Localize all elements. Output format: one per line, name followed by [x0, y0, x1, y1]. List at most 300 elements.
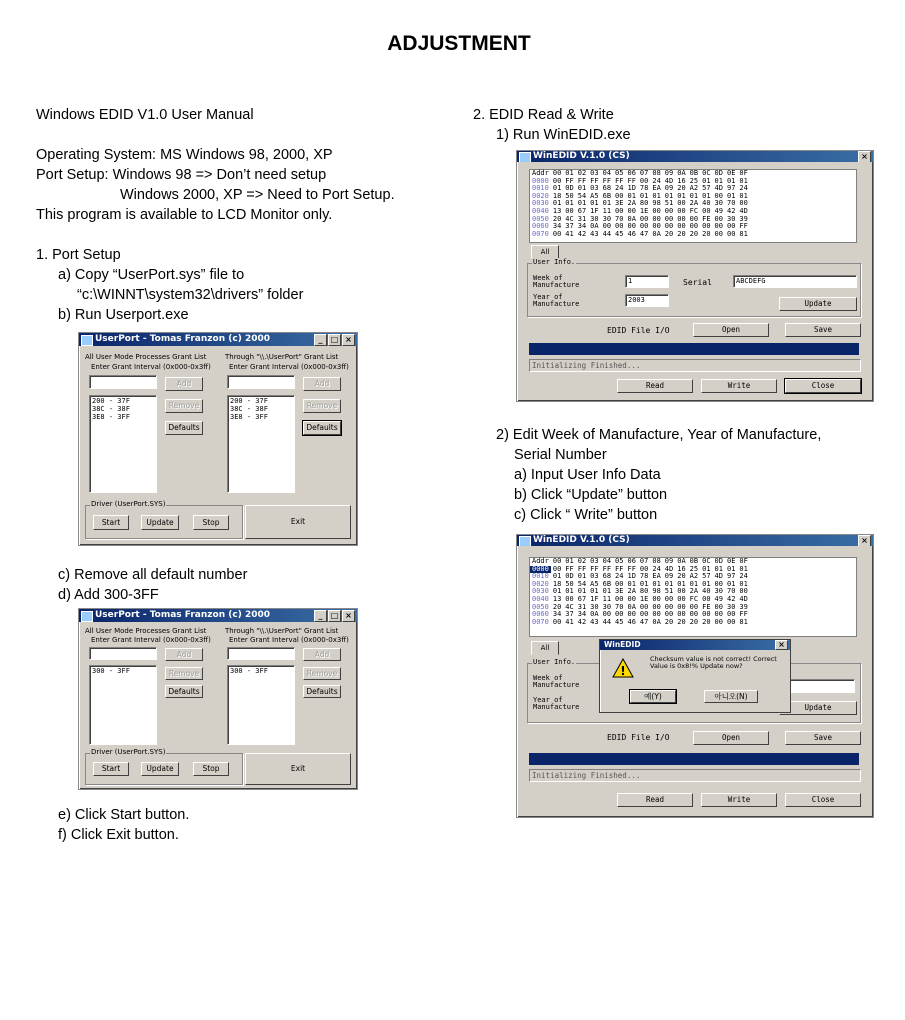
- hex-byte-cell[interactable]: 67: [577, 594, 587, 603]
- hex-byte-cell[interactable]: 1D: [627, 184, 636, 193]
- hex-byte-cell[interactable]: 11: [602, 206, 612, 215]
- hex-byte-cell[interactable]: 00: [565, 206, 574, 215]
- hex-byte-cell[interactable]: EA: [652, 184, 661, 193]
- hex-byte-cell[interactable]: FC: [689, 594, 699, 603]
- hex-byte-cell[interactable]: 00: [726, 229, 736, 238]
- hex-byte-cell[interactable]: 37: [565, 610, 574, 619]
- yes-button[interactable]: 예(Y): [630, 690, 676, 703]
- hex-byte-cell[interactable]: 00: [552, 229, 562, 238]
- hex-byte-cell[interactable]: 24: [652, 176, 661, 185]
- hex-byte-cell[interactable]: FF: [602, 176, 612, 185]
- hex-byte-cell[interactable]: 01: [627, 579, 636, 588]
- hex-byte-cell[interactable]: 01: [702, 564, 711, 573]
- hex-byte-cell[interactable]: A5: [590, 579, 599, 588]
- hex-byte-cell[interactable]: 01: [664, 579, 674, 588]
- hex-byte-cell[interactable]: A2: [689, 572, 699, 581]
- hex-byte-cell[interactable]: 01: [739, 176, 748, 185]
- hex-byte-cell[interactable]: 01: [652, 579, 661, 588]
- list-item[interactable]: 200 - 37F: [230, 397, 268, 405]
- hex-byte-cell[interactable]: 44: [602, 229, 612, 238]
- hex-byte-cell[interactable]: 0A: [627, 214, 636, 223]
- hex-byte-cell[interactable]: 80: [639, 587, 649, 596]
- hex-byte-cell[interactable]: 42: [726, 206, 736, 215]
- tab-all[interactable]: All: [531, 245, 559, 259]
- hex-byte-cell[interactable]: 42: [577, 229, 587, 238]
- hex-byte-cell[interactable]: 4C: [565, 214, 574, 223]
- hex-byte-cell[interactable]: 51: [664, 199, 674, 208]
- hex-byte-cell[interactable]: 00: [615, 579, 624, 588]
- hex-byte-cell[interactable]: 24: [739, 572, 748, 581]
- hex-byte-cell[interactable]: 00: [552, 176, 562, 185]
- hex-byte-cell[interactable]: 00: [677, 199, 686, 208]
- hex-byte-cell[interactable]: 16: [677, 176, 686, 185]
- hex-byte-cell[interactable]: 00: [639, 176, 649, 185]
- close-button[interactable]: Close: [785, 793, 861, 807]
- hex-byte-cell[interactable]: 6B: [602, 579, 612, 588]
- hex-byte-cell[interactable]: 45: [615, 229, 624, 238]
- open-button[interactable]: Open: [693, 731, 769, 745]
- start-button[interactable]: Start: [93, 762, 129, 776]
- write-button[interactable]: Write: [701, 793, 777, 807]
- year-input[interactable]: 2003: [625, 294, 669, 307]
- hex-byte-cell[interactable]: 24: [615, 184, 624, 193]
- hex-byte-cell[interactable]: 03: [590, 572, 599, 581]
- update-button[interactable]: Update: [779, 701, 857, 715]
- list-item[interactable]: 300 - 3FF: [230, 667, 268, 675]
- hex-byte-cell[interactable]: 0A: [652, 617, 661, 626]
- stop-button[interactable]: Stop: [193, 515, 229, 530]
- hex-byte-cell[interactable]: A2: [689, 184, 699, 193]
- hex-byte-cell[interactable]: 18: [552, 579, 562, 588]
- hex-byte-cell[interactable]: 00: [677, 610, 686, 619]
- hex-byte-cell[interactable]: 4D: [714, 572, 723, 581]
- hex-byte-cell[interactable]: 4D: [664, 176, 674, 185]
- hex-byte-cell[interactable]: 00: [602, 222, 612, 231]
- hex-byte-cell[interactable]: 81: [739, 229, 748, 238]
- hex-byte-cell[interactable]: 70: [726, 587, 736, 596]
- hex-byte-cell[interactable]: 00: [627, 206, 636, 215]
- hex-byte-cell[interactable]: 01: [714, 176, 723, 185]
- hex-byte-cell[interactable]: 1E: [639, 206, 649, 215]
- hex-byte-cell[interactable]: 01: [565, 199, 574, 208]
- hex-byte-cell[interactable]: 01: [552, 199, 562, 208]
- hex-byte-cell[interactable]: 49: [714, 206, 723, 215]
- hex-byte-cell[interactable]: 00: [615, 191, 624, 200]
- hex-byte-cell[interactable]: 00: [714, 222, 723, 231]
- hex-byte-cell[interactable]: 00: [714, 610, 723, 619]
- hex-byte-cell[interactable]: 00: [739, 587, 748, 596]
- hex-byte-cell[interactable]: 00: [615, 594, 624, 603]
- hex-byte-cell[interactable]: 0A: [652, 229, 661, 238]
- hex-byte-cell[interactable]: 4D: [664, 564, 674, 573]
- hex-byte-cell[interactable]: 13: [552, 594, 562, 603]
- hex-byte-cell[interactable]: 16: [677, 564, 686, 573]
- hex-byte-cell[interactable]: 00: [677, 594, 686, 603]
- hex-byte-cell[interactable]: FF: [615, 176, 624, 185]
- hex-byte-cell[interactable]: 00: [689, 214, 699, 223]
- list-item[interactable]: 300 - 3FF: [92, 667, 130, 675]
- hex-byte-cell[interactable]: 57: [702, 572, 711, 581]
- hex-byte-cell[interactable]: 50: [565, 191, 574, 200]
- hex-byte-cell[interactable]: 42: [726, 594, 736, 603]
- hex-byte-cell[interactable]: 00: [702, 610, 711, 619]
- defaults-button-right[interactable]: Defaults: [303, 421, 341, 435]
- hex-byte-cell[interactable]: 00: [714, 191, 723, 200]
- hex-byte-cell[interactable]: 01: [664, 191, 674, 200]
- hex-byte-cell[interactable]: 42: [577, 617, 587, 626]
- hex-byte-cell[interactable]: 00: [714, 602, 723, 611]
- hex-byte-cell[interactable]: 03: [590, 184, 599, 193]
- hex-byte-cell[interactable]: 1F: [590, 206, 599, 215]
- hex-byte-cell[interactable]: 45: [615, 617, 624, 626]
- hex-byte-cell[interactable]: 30: [726, 602, 736, 611]
- hex-byte-cell[interactable]: 00: [664, 222, 674, 231]
- hex-byte-cell[interactable]: 00: [639, 564, 649, 573]
- hex-byte-cell[interactable]: 00: [602, 610, 612, 619]
- hex-byte-cell[interactable]: 00: [565, 594, 574, 603]
- hex-byte-cell[interactable]: 01: [726, 176, 736, 185]
- hex-byte-cell[interactable]: 34: [577, 610, 587, 619]
- hex-byte-cell[interactable]: 00: [702, 206, 711, 215]
- hex-row[interactable]: [530, 231, 750, 239]
- close-icon[interactable]: ×: [775, 640, 788, 650]
- defaults-button-right[interactable]: Defaults: [303, 685, 341, 698]
- add-button-right[interactable]: Add: [303, 648, 341, 661]
- hex-byte-cell[interactable]: 13: [552, 206, 562, 215]
- hex-byte-cell[interactable]: FF: [602, 564, 612, 573]
- hex-byte-cell[interactable]: 09: [664, 184, 674, 193]
- hex-byte-cell[interactable]: 43: [590, 617, 599, 626]
- remove-button-right[interactable]: Remove: [303, 667, 341, 680]
- serial-input[interactable]: [789, 679, 855, 693]
- grant-input-right[interactable]: [227, 375, 295, 389]
- hex-byte-cell[interactable]: 01: [577, 572, 587, 581]
- grant-list-left[interactable]: [89, 665, 157, 745]
- hex-byte-cell[interactable]: 0A: [590, 222, 599, 231]
- hex-byte-cell[interactable]: 97: [726, 184, 736, 193]
- hex-byte-cell[interactable]: 70: [726, 199, 736, 208]
- list-item[interactable]: 38C - 38F: [230, 405, 268, 413]
- hex-byte-cell[interactable]: 01: [552, 184, 562, 193]
- hex-byte-cell[interactable]: 20: [677, 184, 686, 193]
- hex-byte-cell[interactable]: 50: [565, 579, 574, 588]
- hex-byte-cell[interactable]: 41: [565, 617, 574, 626]
- hex-byte-cell[interactable]: 24: [615, 572, 624, 581]
- hex-byte-cell[interactable]: 30: [714, 199, 723, 208]
- hex-byte-cell[interactable]: 20: [689, 229, 699, 238]
- hex-byte-cell[interactable]: 01: [726, 579, 736, 588]
- hex-byte-cell[interactable]: 00: [652, 222, 661, 231]
- hex-byte-cell[interactable]: 20: [664, 229, 674, 238]
- hex-byte-cell[interactable]: 46: [627, 617, 636, 626]
- hex-byte-cell[interactable]: 20: [689, 617, 699, 626]
- hex-byte-cell[interactable]: 00: [664, 610, 674, 619]
- hex-byte-cell[interactable]: 81: [739, 617, 748, 626]
- read-button[interactable]: Read: [617, 793, 693, 807]
- minimize-icon[interactable]: _: [314, 334, 327, 346]
- hex-byte-cell[interactable]: 4C: [565, 602, 574, 611]
- hex-byte-cell[interactable]: EA: [652, 572, 661, 581]
- hex-byte-cell[interactable]: 78: [639, 184, 649, 193]
- hex-byte-cell[interactable]: 01: [590, 199, 599, 208]
- add-button-left[interactable]: Add: [165, 648, 203, 661]
- hex-byte-cell[interactable]: 4D: [739, 206, 748, 215]
- hex-byte-cell[interactable]: 0D: [565, 572, 574, 581]
- start-button[interactable]: Start: [93, 515, 129, 530]
- hex-byte-cell[interactable]: 01: [627, 191, 636, 200]
- hex-byte-cell[interactable]: 00: [689, 610, 699, 619]
- update-button[interactable]: Update: [779, 297, 857, 311]
- hex-byte-cell[interactable]: 00: [652, 610, 661, 619]
- hex-byte-cell[interactable]: 00: [689, 602, 699, 611]
- hex-byte-cell[interactable]: 00: [664, 206, 674, 215]
- hex-byte-cell[interactable]: 01: [577, 184, 587, 193]
- no-button[interactable]: 아니오(N): [704, 690, 758, 703]
- hex-byte-cell[interactable]: 54: [577, 191, 587, 200]
- hex-byte-cell[interactable]: 00: [739, 199, 748, 208]
- hex-byte-cell[interactable]: 00: [639, 610, 649, 619]
- hex-byte-cell[interactable]: 98: [652, 587, 661, 596]
- hex-byte-cell[interactable]: FF: [739, 610, 748, 619]
- hex-byte-cell[interactable]: 70: [615, 602, 624, 611]
- hex-byte-cell[interactable]: 40: [702, 587, 711, 596]
- hex-byte-cell[interactable]: 30: [602, 214, 612, 223]
- close-icon[interactable]: ×: [342, 334, 355, 346]
- hex-byte-cell[interactable]: 34: [552, 222, 562, 231]
- close-icon[interactable]: ×: [342, 610, 355, 622]
- hex-byte-cell[interactable]: 00: [627, 594, 636, 603]
- add-button-right[interactable]: Add: [303, 377, 341, 391]
- hex-byte-cell[interactable]: 34: [577, 222, 587, 231]
- read-button[interactable]: Read: [617, 379, 693, 393]
- hex-byte-cell[interactable]: 30: [590, 214, 599, 223]
- hex-byte-cell[interactable]: 00: [726, 617, 736, 626]
- hex-byte-cell[interactable]: 20: [702, 617, 711, 626]
- hex-byte-cell[interactable]: 20: [552, 602, 562, 611]
- save-button[interactable]: Save: [785, 731, 861, 745]
- grant-list-left[interactable]: [89, 395, 157, 493]
- close-icon[interactable]: ×: [858, 151, 871, 162]
- hex-byte-cell[interactable]: 80: [639, 199, 649, 208]
- hex-byte-cell[interactable]: 01: [702, 176, 711, 185]
- open-button[interactable]: Open: [693, 323, 769, 337]
- week-input[interactable]: 1: [625, 275, 669, 288]
- defaults-button-left[interactable]: Defaults: [165, 421, 203, 435]
- hex-byte-cell[interactable]: 00: [639, 214, 649, 223]
- hex-byte-cell[interactable]: 2A: [627, 587, 636, 596]
- hex-byte-cell[interactable]: 00: [714, 214, 723, 223]
- list-item[interactable]: 3E8 - 3FF: [92, 413, 130, 421]
- hex-byte-cell[interactable]: 3E: [615, 587, 624, 596]
- hex-byte-cell[interactable]: 20: [664, 617, 674, 626]
- hex-byte-cell[interactable]: 2A: [689, 199, 699, 208]
- hex-byte-cell[interactable]: 01: [577, 199, 587, 208]
- hex-byte-cell[interactable]: 37: [565, 222, 574, 231]
- hex-byte-cell[interactable]: 01: [739, 564, 748, 573]
- close-icon[interactable]: ×: [858, 535, 871, 546]
- hex-byte-cell[interactable]: 00: [726, 222, 736, 231]
- hex-byte-cell[interactable]: 51: [664, 587, 674, 596]
- update-button[interactable]: Update: [141, 515, 179, 530]
- hex-byte-cell[interactable]: FF: [565, 564, 574, 573]
- hex-byte-cell[interactable]: 00: [552, 617, 562, 626]
- hex-byte-cell[interactable]: 2A: [689, 587, 699, 596]
- hex-byte-cell[interactable]: FE: [702, 214, 711, 223]
- hex-byte-cell[interactable]: 34: [552, 610, 562, 619]
- hex-byte-cell[interactable]: 46: [627, 229, 636, 238]
- hex-byte-cell[interactable]: 30: [714, 587, 723, 596]
- serial-input[interactable]: ABCDEFG: [733, 275, 857, 288]
- exit-button[interactable]: Exit: [245, 753, 351, 785]
- hex-byte-cell[interactable]: 01: [714, 564, 723, 573]
- exit-button[interactable]: Exit: [245, 505, 351, 539]
- hex-table[interactable]: [529, 169, 857, 243]
- add-button-left[interactable]: Add: [165, 377, 203, 391]
- hex-byte-cell[interactable]: 78: [639, 572, 649, 581]
- hex-byte-cell[interactable]: 00: [627, 610, 636, 619]
- hex-byte-cell[interactable]: 00: [677, 222, 686, 231]
- hex-byte-cell[interactable]: 39: [739, 602, 748, 611]
- hex-byte-cell[interactable]: 98: [652, 199, 661, 208]
- hex-byte-cell[interactable]: 30: [590, 602, 599, 611]
- hex-byte-cell[interactable]: 01: [577, 587, 587, 596]
- minimize-icon[interactable]: _: [314, 610, 327, 622]
- hex-byte-cell[interactable]: 00: [652, 214, 661, 223]
- hex-byte-cell[interactable]: 39: [739, 214, 748, 223]
- hex-byte-cell[interactable]: 01: [602, 199, 612, 208]
- hex-byte-cell[interactable]: FE: [702, 602, 711, 611]
- remove-button-left[interactable]: Remove: [165, 399, 203, 413]
- grant-input-left[interactable]: [89, 375, 157, 389]
- hex-byte-cell[interactable]: A5: [590, 191, 599, 200]
- hex-byte-cell[interactable]: 57: [702, 184, 711, 193]
- hex-byte-cell[interactable]: 20: [677, 229, 686, 238]
- hex-byte-cell[interactable]: 01: [689, 579, 699, 588]
- hex-byte-cell[interactable]: 01: [639, 579, 649, 588]
- hex-byte-cell[interactable]: 00: [677, 602, 686, 611]
- hex-byte-cell[interactable]: FF: [627, 564, 636, 573]
- hex-byte-cell[interactable]: 97: [726, 572, 736, 581]
- remove-button-left[interactable]: Remove: [165, 667, 203, 680]
- hex-byte-cell[interactable]: 70: [615, 214, 624, 223]
- hex-byte-cell[interactable]: 01: [565, 587, 574, 596]
- hex-byte-cell[interactable]: 1E: [639, 594, 649, 603]
- hex-byte-cell[interactable]: 01: [552, 572, 562, 581]
- hex-byte-cell[interactable]: FF: [577, 176, 587, 185]
- hex-byte-cell[interactable]: 1D: [627, 572, 636, 581]
- hex-byte-cell[interactable]: 01: [652, 191, 661, 200]
- hex-byte-cell[interactable]: FF: [590, 564, 599, 573]
- hex-byte-cell[interactable]: 40: [702, 199, 711, 208]
- hex-byte-cell[interactable]: 00: [714, 617, 723, 626]
- hex-byte-cell[interactable]: 2A: [627, 199, 636, 208]
- hex-byte-cell[interactable]: 00: [689, 222, 699, 231]
- hex-byte-cell[interactable]: FF: [739, 222, 748, 231]
- hex-byte-cell[interactable]: 01: [726, 191, 736, 200]
- hex-byte-cell[interactable]: 3E: [615, 199, 624, 208]
- hex-byte-cell[interactable]: 00: [677, 214, 686, 223]
- hex-byte-cell[interactable]: 24: [739, 184, 748, 193]
- hex-row[interactable]: [530, 619, 750, 627]
- hex-byte-cell[interactable]: 01: [590, 587, 599, 596]
- grant-list-right[interactable]: [227, 665, 295, 745]
- hex-byte-cell[interactable]: 30: [726, 214, 736, 223]
- hex-byte-cell[interactable]: 01: [639, 191, 649, 200]
- hex-byte-cell[interactable]: 00: [677, 206, 686, 215]
- hex-byte-cell[interactable]: 31: [577, 602, 587, 611]
- hex-byte-cell[interactable]: 01: [702, 579, 711, 588]
- hex-byte-cell[interactable]: 01: [552, 587, 562, 596]
- hex-byte-cell[interactable]: 30: [602, 602, 612, 611]
- maximize-icon[interactable]: □: [328, 610, 341, 622]
- hex-byte-cell[interactable]: 00: [615, 610, 624, 619]
- hex-byte-cell[interactable]: 00: [639, 222, 649, 231]
- hex-byte-cell[interactable]: FF: [590, 176, 599, 185]
- stop-button[interactable]: Stop: [193, 762, 229, 776]
- hex-byte-cell[interactable]: 01: [602, 587, 612, 596]
- hex-byte-cell[interactable]: 00: [652, 602, 661, 611]
- hex-byte-cell[interactable]: 01: [702, 191, 711, 200]
- hex-table[interactable]: [529, 557, 857, 637]
- hex-byte-cell[interactable]: 47: [639, 617, 649, 626]
- hex-byte-cell[interactable]: 68: [602, 184, 612, 193]
- hex-byte-cell[interactable]: 49: [714, 594, 723, 603]
- hex-byte-cell[interactable]: 54: [577, 579, 587, 588]
- hex-byte-cell[interactable]: 00: [664, 594, 674, 603]
- hex-byte-cell[interactable]: 11: [602, 594, 612, 603]
- hex-byte-cell[interactable]: 0D: [565, 184, 574, 193]
- grant-input-left[interactable]: [89, 647, 157, 660]
- hex-byte-cell[interactable]: 0A: [590, 610, 599, 619]
- hex-byte-cell[interactable]: 00: [726, 610, 736, 619]
- update-button[interactable]: Update: [141, 762, 179, 776]
- hex-byte-cell[interactable]: 00: [664, 602, 674, 611]
- hex-byte-cell[interactable]: 00: [702, 594, 711, 603]
- hex-byte-cell[interactable]: 00: [677, 587, 686, 596]
- hex-byte-cell[interactable]: 01: [726, 564, 736, 573]
- hex-byte-cell[interactable]: 01: [677, 579, 686, 588]
- hex-byte-cell[interactable]: 09: [664, 572, 674, 581]
- maximize-icon[interactable]: □: [328, 334, 341, 346]
- hex-byte-cell[interactable]: FF: [565, 176, 574, 185]
- hex-byte-cell[interactable]: 4D: [739, 594, 748, 603]
- hex-byte-cell[interactable]: 00: [615, 222, 624, 231]
- hex-byte-cell[interactable]: FF: [615, 564, 624, 573]
- hex-byte-cell[interactable]: 20: [677, 617, 686, 626]
- hex-byte-cell[interactable]: 01: [689, 191, 699, 200]
- hex-byte-cell[interactable]: 0A: [627, 602, 636, 611]
- hex-byte-cell[interactable]: 47: [639, 229, 649, 238]
- hex-byte-cell[interactable]: 01: [739, 579, 748, 588]
- list-item[interactable]: 200 - 37F: [92, 397, 130, 405]
- hex-byte-cell[interactable]: 00: [714, 579, 723, 588]
- hex-byte-cell[interactable]: 00: [714, 229, 723, 238]
- remove-button-right[interactable]: Remove: [303, 399, 341, 413]
- hex-byte-cell[interactable]: 67: [577, 206, 587, 215]
- defaults-button-left[interactable]: Defaults: [165, 685, 203, 698]
- close-button[interactable]: Close: [785, 379, 861, 393]
- hex-byte-cell[interactable]: 44: [602, 617, 612, 626]
- hex-byte-cell[interactable]: 20: [702, 229, 711, 238]
- hex-byte-cell[interactable]: 68: [602, 572, 612, 581]
- hex-byte-cell[interactable]: FF: [577, 564, 587, 573]
- hex-byte-cell[interactable]: 01: [677, 191, 686, 200]
- hex-byte-cell[interactable]: 1F: [590, 594, 599, 603]
- hex-byte-cell[interactable]: 00: [702, 222, 711, 231]
- list-item[interactable]: 38C - 38F: [92, 405, 130, 413]
- hex-byte-cell[interactable]: 24: [652, 564, 661, 573]
- hex-byte-cell[interactable]: 00: [615, 206, 624, 215]
